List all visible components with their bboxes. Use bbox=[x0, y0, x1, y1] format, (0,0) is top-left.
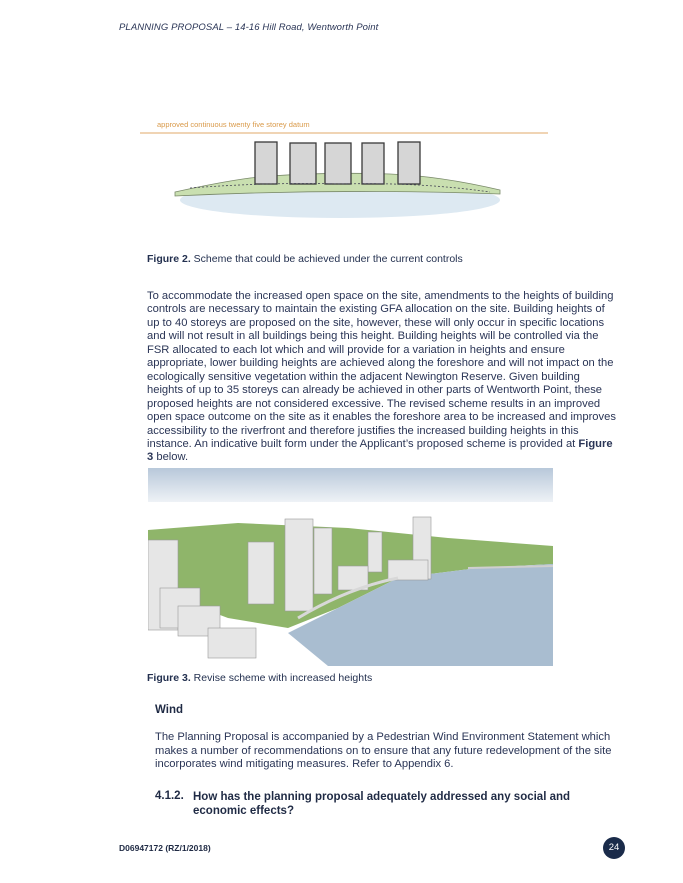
render-tower-1 bbox=[248, 542, 274, 604]
figure-3-caption bbox=[147, 672, 372, 684]
section-number: 4.1.2. bbox=[155, 790, 184, 802]
figure-3-caption-label: Figure 3. bbox=[147, 672, 191, 684]
tower-2 bbox=[290, 143, 316, 184]
render-tower-4 bbox=[368, 532, 382, 572]
figure-3-render bbox=[148, 468, 553, 666]
sky-band bbox=[148, 468, 553, 502]
document-reference: D06947172 (RZ/1/2018) bbox=[119, 843, 211, 853]
datum-label: approved continuous twenty five storey datum bbox=[157, 120, 310, 129]
page-number-badge: 24 bbox=[603, 837, 625, 859]
figure-2-caption-label: Figure 2. bbox=[147, 253, 191, 265]
tower-5 bbox=[398, 142, 420, 184]
render-tower-2 bbox=[285, 519, 313, 611]
tower-1 bbox=[255, 142, 277, 184]
page-header-title: PLANNING PROPOSAL – 14-16 Hill Road, Wentworth Point bbox=[119, 22, 379, 33]
tower-3 bbox=[325, 143, 351, 184]
figure-3-reference: Figure 3 bbox=[147, 437, 613, 464]
figure-3-caption-text: Revise scheme with increased heights bbox=[190, 672, 373, 684]
section-heading: How has the planning proposal adequately addressed any social and economic effects? bbox=[193, 791, 571, 817]
tower-4 bbox=[362, 143, 384, 184]
wind-heading: Wind bbox=[155, 704, 183, 716]
render-tower-3 bbox=[314, 528, 332, 594]
body-paragraph-main: To accommodate the increased open space on the site, amendments to the heights of building controls are necessary to maintain the existing GFA allocation on the site. Building heights of up to 40 storeys are proposed on the site, however, these will only occur in specific locations and will not result in all buildings being this height. Building heights will be controlled via the FSR allocated to each lot which and will provide for a variation in heights and ensure appropriate, lower building heights are achieved along the foreshore and will not impact on the ecologically sensitive vegetation within the adjacent Newington Reserve. Given building heights of up to 35 storeys can already be achieved in other parts of Wentworth Point, these proposed heights are not considered excessive. The revised scheme results in an improved open space outcome on the site as it enables the foreshore area to be increased and improves accessibility to the riverfront and therefore justifies the increased building heights in this instance. An indicative built form under the Applicant’s proposed scheme is provided at bbox=[147, 290, 616, 450]
body-paragraph-end: below. bbox=[153, 451, 189, 464]
figure-2-sketch bbox=[140, 112, 550, 252]
body-paragraph bbox=[147, 290, 617, 465]
figure-2-caption-text: Scheme that could be achieved under the current controls bbox=[190, 253, 463, 265]
figure-2-caption bbox=[147, 253, 463, 265]
wind-paragraph: The Planning Proposal is accompanied by a Pedestrian Wind Environment Statement which makes a number of recommendations on to ensure that any future redevelopment of the site incorporates wind mitigating measures. Refer to Appendix 6. bbox=[155, 731, 612, 770]
